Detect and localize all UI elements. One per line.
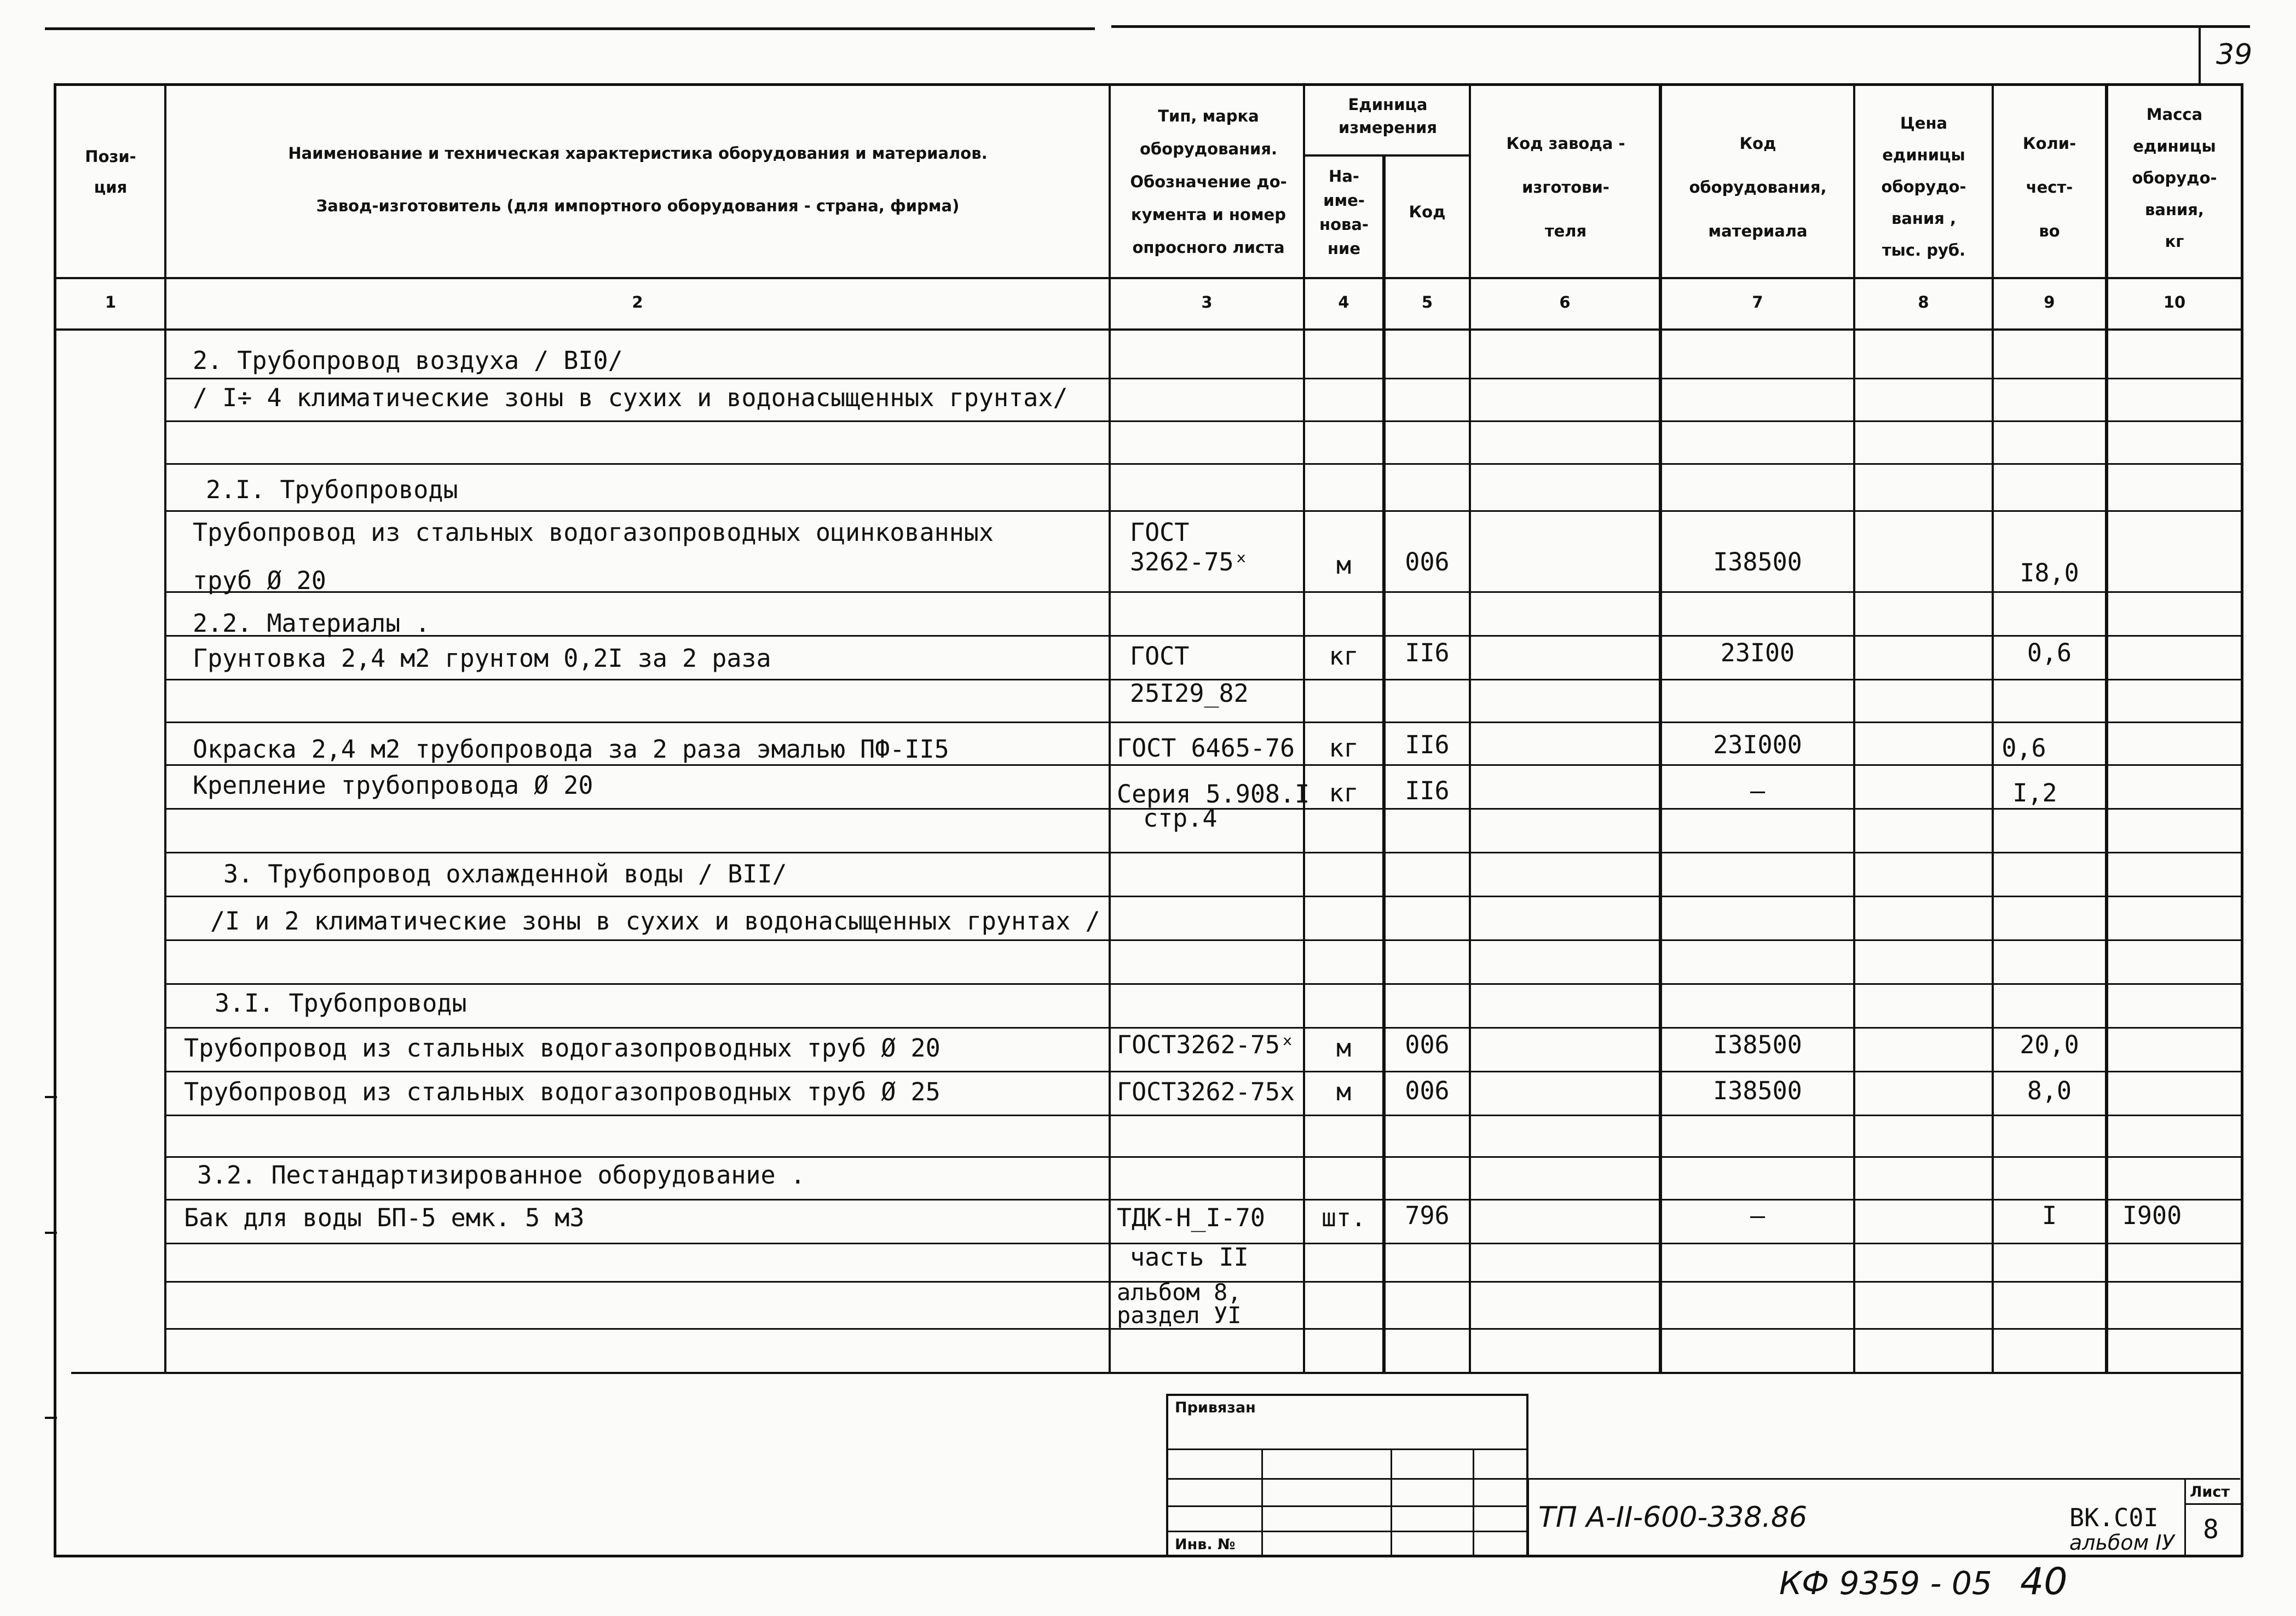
colnum-4: 4 (1338, 293, 1349, 311)
row-paint-name: Окраска 2,4 м2 трубопровода за 2 раза эмалью ПФ-II5 (193, 735, 949, 764)
colnum-3: 3 (1201, 293, 1213, 311)
row-mount-equip-code: – (1750, 776, 1766, 805)
sheet-box-mid (2184, 1503, 2242, 1505)
row-mount-doc-2: стр.4 (1143, 804, 1218, 833)
row-pipe-galv-code: 006 (1405, 547, 1450, 576)
header-bottom (54, 277, 2242, 279)
stamp-sheet-number: 8 (2203, 1514, 2219, 1545)
stamp-privyazan: Привязан (1175, 1399, 1256, 1416)
row-mount-qty: I,2 (2012, 778, 2057, 807)
subsection-2-2: 2.2. Материалы . (193, 609, 430, 638)
header-name: Наименование и техническая характеристика оборудования и материалов. Завод-изготовитель (для импортного оборудования - страна, фирма) (288, 144, 988, 215)
row-pipe25-name: Трубопровод из стальных водогазопроводных труб Ø 25 (184, 1077, 941, 1106)
colnum-5: 5 (1421, 293, 1433, 311)
header-unit-name: На- име- нова- ние (1319, 167, 1369, 258)
row-pipe20-doc: ГОСТ3262-75ˣ (1117, 1030, 1295, 1059)
row-tank-unit: шт. (1321, 1203, 1366, 1232)
table-top (54, 83, 2242, 86)
colnum-9: 9 (2044, 293, 2055, 311)
colnum-10: 10 (2163, 293, 2186, 311)
row-pipe20-equip-code: I38500 (1713, 1030, 1802, 1059)
col-divider-9 (2105, 83, 2108, 1372)
header-mass: Масса единицы оборудо- вания, кг (2132, 105, 2217, 251)
header-price: Цена единицы оборудо- вания , тыс. руб. (1881, 114, 1966, 259)
row-mount-doc: Серия 5.908.I (1117, 780, 1310, 809)
col-divider-6 (1659, 83, 1662, 1372)
row-primer-doc: ГОСТ (1130, 642, 1190, 671)
subsection-3-2: 3.2. Пестандартизированное оборудование . (197, 1161, 805, 1190)
subsection-2-1: 2.I. Трубопроводы (206, 475, 458, 504)
stamp-vline-3 (1473, 1448, 1474, 1555)
row-pipe20-qty: 20,0 (2020, 1030, 2079, 1059)
bottom-code: КФ 9359 - 05 (1779, 1565, 1992, 1602)
colnum-2: 2 (632, 293, 643, 311)
row-primer-name: Грунтовка 2,4 м2 грунтом 0,2I за 2 раза (193, 644, 771, 673)
row-pipe-galv-name-1: Трубопровод из стальных водогазопроводных оцинкованных (193, 518, 994, 547)
row-pipe25-doc: ГОСТ3262-75х (1117, 1077, 1295, 1106)
row-tank-equip-code: – (1750, 1201, 1766, 1230)
row-primer-doc-2: 25I29_82 (1130, 679, 1249, 708)
table-bottom (54, 1555, 2242, 1557)
row-tank-doc-4: раздел УI (1117, 1302, 1242, 1329)
row-pipe20-name: Трубопровод из стальных водогазопроводных труб Ø 20 (184, 1034, 941, 1063)
row-pipe25-unit: м (1336, 1077, 1352, 1106)
section-2-title: 2. Трубопровод воздуха / BI0/ (193, 346, 623, 375)
row-mount-name: Крепление трубопровода Ø 20 (193, 771, 593, 800)
stamp-vline-2 (1391, 1448, 1392, 1555)
row-primer-qty: 0,6 (2027, 638, 2072, 667)
section-2-subtitle: / I÷ 4 климатические зоны в сухих и водонасыщенных грунтах/ (193, 383, 1068, 412)
row-pipe-galv-name-2: труб Ø 20 (193, 566, 326, 595)
table-left (54, 83, 56, 1557)
row-tank-code: 796 (1405, 1201, 1450, 1230)
row-primer-unit: кг (1329, 642, 1359, 671)
table-right (2241, 83, 2243, 1557)
header-type: Тип, марка оборудования. Обозначение до- кумента и номер опросного листа (1130, 107, 1287, 257)
header-position: Пози- ция (85, 147, 136, 197)
row-primer-equip-code: 23I00 (1720, 638, 1795, 667)
header-quantity: Коли- чест- во (2022, 134, 2076, 240)
margin-tick-2 (45, 1232, 57, 1234)
section-3-title: 3. Трубопровод охлажденной воды / BII/ (223, 859, 787, 888)
section-3-subtitle: /I и 2 климатические зоны в сухих и водонасыщенных грунтах / (210, 907, 1100, 936)
row-tank-doc-3: альбом 8, (1117, 1279, 1242, 1306)
row-tank-name: Бак для воды БП-5 емк. 5 м3 (184, 1203, 585, 1232)
row-tank-doc: ТДК-Н_I-70 (1117, 1203, 1265, 1232)
unit-group-line (1303, 154, 1470, 157)
row-pipe25-equip-code: I38500 (1713, 1076, 1802, 1105)
col-divider-1 (164, 83, 166, 1372)
row-pipe20-code: 006 (1405, 1030, 1450, 1059)
row-paint-code: II6 (1405, 730, 1450, 759)
bottom-page: 40 (2020, 1560, 2068, 1603)
row-pipe-galv-doc-1: ГОСТ (1130, 518, 1190, 547)
row-mount-unit: кг (1329, 778, 1359, 807)
row-pipe-galv-equip-code: I38500 (1713, 547, 1802, 576)
row-tank-qty: I (2041, 1201, 2057, 1230)
colnum-8: 8 (1918, 293, 1929, 311)
header-factory-code: Код завода - изготови- теля (1506, 134, 1625, 240)
row-tank-mass: I900 (2122, 1201, 2182, 1230)
col-divider-2 (1109, 83, 1111, 1372)
numbers-bottom (54, 328, 2242, 331)
row-mount-code: II6 (1405, 776, 1450, 805)
header-unit-group: Единица измерения (1339, 95, 1437, 137)
col-divider-4 (1382, 154, 1386, 1372)
stamp-right-vline (1527, 1478, 1529, 1556)
colnum-1: 1 (105, 293, 117, 311)
row-paint-doc: ГОСТ 6465-76 (1117, 734, 1295, 763)
page-number-top: 39 (2216, 38, 2253, 71)
colnum-6: 6 (1559, 293, 1571, 311)
row-tank-doc-2: часть II (1130, 1243, 1249, 1272)
col-divider-3 (1303, 83, 1305, 1372)
page-number-box-left (2199, 26, 2201, 83)
row-paint-equip-code: 23I000 (1713, 730, 1802, 759)
row-paint-qty: 0,6 (2001, 734, 2046, 763)
stamp-album: альбом IУ (2069, 1531, 2174, 1555)
header-equipment-code: Код оборудования, материала (1689, 134, 1827, 240)
margin-tick-1 (45, 1096, 57, 1098)
margin-tick-3 (45, 1417, 57, 1419)
row-pipe-galv-unit: м (1336, 551, 1352, 580)
row-pipe-galv-doc-2: 3262-75ˣ (1130, 547, 1249, 576)
row-paint-unit: кг (1329, 734, 1359, 763)
colnum-7: 7 (1752, 293, 1763, 311)
row-pipe20-unit: м (1336, 1034, 1352, 1063)
row-pipe25-code: 006 (1405, 1076, 1450, 1105)
subsection-3-1: 3.I. Трубопроводы (215, 989, 467, 1018)
header-unit-code: Код (1409, 203, 1446, 221)
stamp-sheet-code: ВК.С0I (2069, 1503, 2159, 1532)
row-pipe-galv-qty: I8,0 (2020, 558, 2079, 587)
top-border-right (1111, 25, 2250, 28)
col-divider-7 (1853, 83, 1855, 1372)
stamp-inv: Инв. № (1175, 1536, 1236, 1553)
row-pipe25-qty: 8,0 (2027, 1076, 2072, 1105)
stamp-vline-1 (1261, 1448, 1263, 1555)
stamp-doc-code: ТП А-II-600-338.86 (1538, 1501, 1808, 1534)
top-border (45, 27, 1095, 30)
sheet-box-left (2184, 1478, 2186, 1556)
stamp-right-hline (1528, 1478, 2240, 1480)
stamp-sheet-label: Лист (2190, 1484, 2230, 1500)
col-divider-8 (1992, 83, 1994, 1372)
col-divider-5 (1469, 83, 1471, 1372)
body-bottom (71, 1372, 2242, 1374)
stamp-box-top (1166, 1394, 1528, 1396)
row-primer-code: II6 (1405, 638, 1450, 667)
